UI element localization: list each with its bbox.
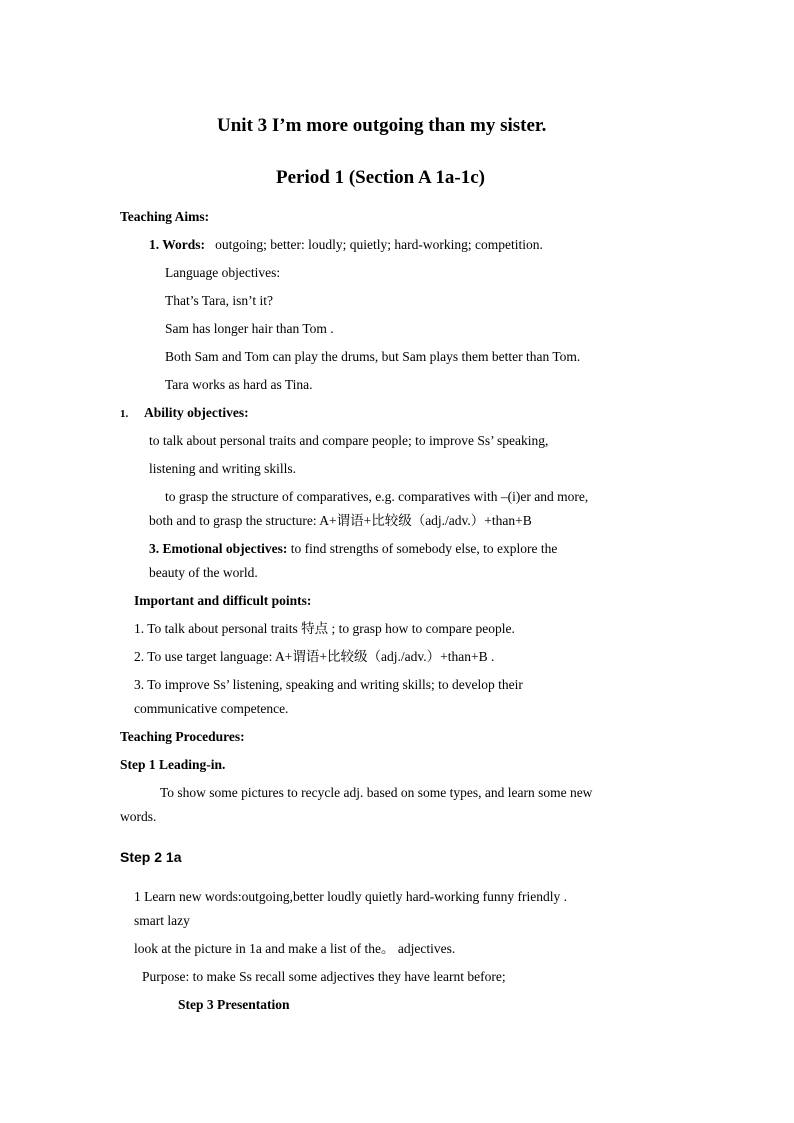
step1-text: To show some pictures to recycle adj. based on some types, and learn some new xyxy=(160,785,593,800)
words-text: outgoing; better: loudly; quietly; hard-working; competition. xyxy=(215,237,543,252)
emotional-label: 3. Emotional objectives: xyxy=(149,541,288,556)
ability-text: both and to grasp the structure: A+谓语+比较级（adj./adv.）+than+B xyxy=(149,513,532,528)
step2-item-continued: smart lazy xyxy=(134,913,190,928)
ability-number: 1. xyxy=(120,408,129,420)
ability-text: to talk about personal traits and compare people; to improve Ss’ speaking, xyxy=(149,433,549,448)
step3-heading: Step 3 Presentation xyxy=(178,997,290,1012)
period-heading: Period 1 (Section A 1a-1c) xyxy=(276,167,485,188)
emotional-objectives-line xyxy=(149,541,557,557)
language-sentence: That’s Tara, isn’t it? xyxy=(165,293,274,308)
ability-objectives-heading: Ability objectives: xyxy=(144,405,249,420)
important-point: 2. To use target language: A+谓语+比较级（adj./adv.）+than+B . xyxy=(134,649,495,664)
emotional-text: to find strengths of somebody else, to explore the xyxy=(290,541,558,556)
ability-text: to grasp the structure of comparatives, e.g. comparatives with –(i)er and more, xyxy=(165,489,589,504)
step1-heading: Step 1 Leading-in. xyxy=(120,757,226,772)
step1-text-continued: words. xyxy=(120,809,157,824)
document-title: Unit 3 I’m more outgoing than my sister. xyxy=(217,115,547,136)
language-sentence: Sam has longer hair than Tom . xyxy=(165,321,334,336)
important-point-continued: communicative competence. xyxy=(134,701,289,716)
important-points-heading: Important and difficult points: xyxy=(134,593,312,608)
step2-item: 1 Learn new words:outgoing,better loudly quietly hard-working funny friendly . xyxy=(134,889,568,904)
important-point: 3. To improve Ss’ listening, speaking and writing skills; to develop their xyxy=(134,677,523,692)
step2-heading: Step 2 1a xyxy=(120,849,182,865)
words-label: 1. Words: xyxy=(149,237,206,252)
step2-item: look at the picture in 1a and make a list of the。 adjectives. xyxy=(134,941,456,956)
language-sentence: Tara works as hard as Tina. xyxy=(165,377,313,392)
language-sentence: Both Sam and Tom can play the drums, but Sam plays them better than Tom. xyxy=(165,349,581,364)
teaching-procedures-heading: Teaching Procedures: xyxy=(120,729,245,744)
emotional-text-continued: beauty of the world. xyxy=(149,565,258,580)
step2-purpose: Purpose: to make Ss recall some adjectives they have learnt before; xyxy=(142,969,506,984)
language-objectives-heading: Language objectives: xyxy=(165,265,281,280)
ability-text: listening and writing skills. xyxy=(149,461,296,476)
words-line xyxy=(149,237,543,253)
important-point: 1. To talk about personal traits 特点 ; to grasp how to compare people. xyxy=(134,621,515,636)
teaching-aims-heading: Teaching Aims: xyxy=(120,209,210,224)
